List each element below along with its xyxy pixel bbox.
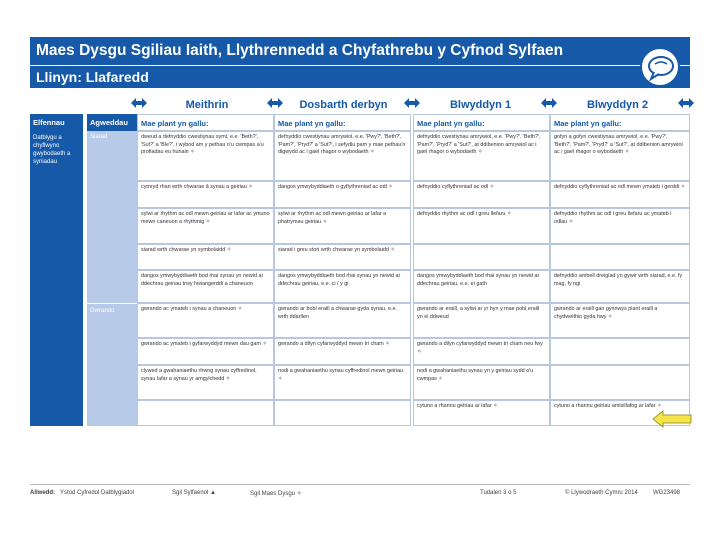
footer-ref: WG23498 [653, 490, 681, 496]
grid-cell: gofyn a gofyn cwestiynau amrywiol, e.e. 'Pwy?', 'Beth?', 'Pam?', 'Pryd?' a 'Sut?', at ddibenion amrywiol ac i gael rhagor o wybodaeth ✧ [550, 131, 690, 181]
grid-cell: dangos ymwybyddiaeth bod rhai synau yn newid ar ddechrau geiriau, e.e. ei gath [413, 270, 550, 303]
grid-cell: cytuno a rhannu geiriau amlsillafog ar lafar ✧ [550, 400, 690, 426]
grid-cell: gwrando a dilyn cyfarwyddyd mewn tri cham ✧ [274, 338, 411, 365]
footer-divider [30, 484, 690, 485]
double-arrow-icon [130, 96, 148, 110]
grid-cell: defnyddio cyflythreniad ac odl ✧ [413, 181, 550, 208]
grid-cell: cymryd rhan wrth chwarae â synau a geiriau ✧ [137, 181, 274, 208]
grid-cell: gwrando ac ymateb i synau a chaneuon ✧ [137, 303, 274, 338]
speech-bubble-logo [640, 47, 680, 87]
footer-item: Ystod Cyfredol Datblygiadol [60, 490, 135, 496]
grid-cell: defnyddio ambell dreiglad yn gywir wrth siarad, e.e. fy mag, fy ngi [550, 270, 690, 303]
strand-title: Llinyn: Llafaredd [30, 66, 690, 88]
column-header-can: Mae plant yn gallu: [274, 114, 411, 131]
grid-cell [550, 244, 690, 270]
year-header-bl2: Blwyddyn 2 [586, 99, 649, 111]
grid-cell: dangos ymwybyddiaeth o gyflythreniad ac odl ✧ [274, 181, 411, 208]
grid-cell: sylwi ar rhythm ac odl mewn geiriau ar lafar a phatrymau geiriau ✧ [274, 208, 411, 244]
grid-cell: nodi a gwahaniaethu synau cyffredinol mewn geiriau ✧ [274, 365, 411, 400]
grid-cell: defnyddio cwestiynau amrywiol, e.e. 'Pwy?', 'Beth?', 'Pam?', 'Pryd?' a 'Sut?', i sefydlu pam y mae pethau'n digwydd ac i gael rhagor o wybodaeth ✧ [274, 131, 411, 181]
grid-cell [137, 400, 274, 426]
footer-page-number: Tudalen 3 o 5 [480, 490, 517, 496]
grid-cell: dangos ymwybyddiaeth bod rhai synau yn newid ar ddechrau geiriau, e.e. ci / y gi [274, 270, 411, 303]
column-header-can: Mae plant yn gallu: [137, 114, 274, 131]
column-header-can: Mae plant yn gallu: [550, 114, 690, 131]
grid-cell [413, 244, 550, 270]
grid-cell [550, 365, 690, 400]
aspect-column [87, 131, 137, 426]
column-header-elfennau: Elfennau [30, 114, 83, 131]
grid-cell: gwrando ar eraill gan gynnwys plant eraill a chydweithio gyda hwy ✧ [550, 303, 690, 338]
grid-cell: sylwi ar rhythm ac odl mewn geiriau ar lafar ac ymuno mewn caneuon a rhythmig ✧ [137, 208, 274, 244]
grid-cell [274, 400, 411, 426]
grid-cell: defnyddio rhythm ac odl i greu llefaru ✧ [413, 208, 550, 244]
column-header-agweddau: Agweddau [87, 114, 137, 131]
grid-cell: siarad wrth chwarae yn symbolaidd ✧ [137, 244, 274, 270]
aspect-gwrando: Gwrando [90, 308, 115, 314]
speech-bubble-icon [646, 54, 676, 82]
grid-cell: gwrando ac ymateb i gyfarwyddyd mewn dau gam ✧ [137, 338, 274, 365]
grid-cell: cytuno a rhannu geiriau ar lafar ✧ [413, 400, 550, 426]
grid-cell: nodi a gwahaniaethu synau yn y geiriau sydd o'u cwmpas ✧ [413, 365, 550, 400]
footer [30, 490, 690, 504]
column-header-can: Mae plant yn gallu: [413, 114, 550, 131]
grid-cell [550, 338, 690, 365]
year-header-meithrin: Meithrin [185, 99, 229, 111]
footer-key-label: Allwedd: [30, 490, 55, 496]
double-arrow-icon [540, 96, 558, 110]
grid-cell: clywed a gwahaniaethu rhwng synau cyffredinol, synau lafar a synau yr amgylchedd ✧ [137, 365, 274, 400]
double-arrow-icon [266, 96, 284, 110]
grid-cell: gwrando ar bobl eraill a chwarae gyda synau, e.e. wrth ddarllen [274, 303, 411, 338]
grid-cell: gwrando ar eraill, a sylwi ar yr hyn y mae pobl eraill yn ei ddweud [413, 303, 550, 338]
element-label: Datblygu a chyflwyno gwybodaeth a syniadau [30, 131, 83, 426]
double-arrow-icon [403, 96, 421, 110]
grid-cell: siarad i greu stori wrth chwarae yn symbolaidd ✧ [274, 244, 411, 270]
grid-cell: gwrando a dilyn cyfarwyddyd mewn tri cham neu fwy ✧ [413, 338, 550, 365]
grid-cell: defnyddio cyflythreniad ac odl mewn ymateb i gerddi ✧ [550, 181, 690, 208]
aspect-divider [87, 303, 137, 304]
double-arrow-icon [677, 96, 695, 110]
yellow-pointer-arrow-icon [652, 410, 692, 428]
grid-cell: defnyddio cwestiynau amrywiol, e.e. 'Pwy?', 'Beth?', 'Pam?', 'Pryd?' a 'Sut?', at ddibenion amrywiol ac i gael rhagor o wybodaeth ✧ [413, 131, 550, 181]
year-header-derbyn: Dosbarth derbyn [299, 99, 388, 111]
aspect-siarad: Siarad [90, 134, 108, 140]
footer-item: Sgil Sylfaenol ▲ [172, 490, 216, 496]
footer-item: Sgil Maes Dysgu ✧ [250, 491, 302, 497]
grid-cell: dangos ymwybyddiaeth bod rhai synau yn newid ar ddechrau geiriau trwy hwiangerddi a chaneuon [137, 270, 274, 303]
footer-copyright: © Llywodraeth Cymru 2014 [565, 490, 638, 496]
page-title: Maes Dysgu Sgiliau Iaith, Llythrennedd a Chyfathrebu y Cyfnod Sylfaen [30, 37, 690, 65]
grid-cell: dweud a defnyddio cwestiynau syml, e.e. 'Beth?', 'Sut?' a 'Ble?', i wybod am y pethau o'u cwmpas a'u profiadau eu hunain ✧ [137, 131, 274, 181]
year-header-bl1: Blwyddyn 1 [449, 99, 512, 111]
grid-cell: defnyddio rhythm ac odl i greu llefaru ac ymateb i odlau ✧ [550, 208, 690, 244]
